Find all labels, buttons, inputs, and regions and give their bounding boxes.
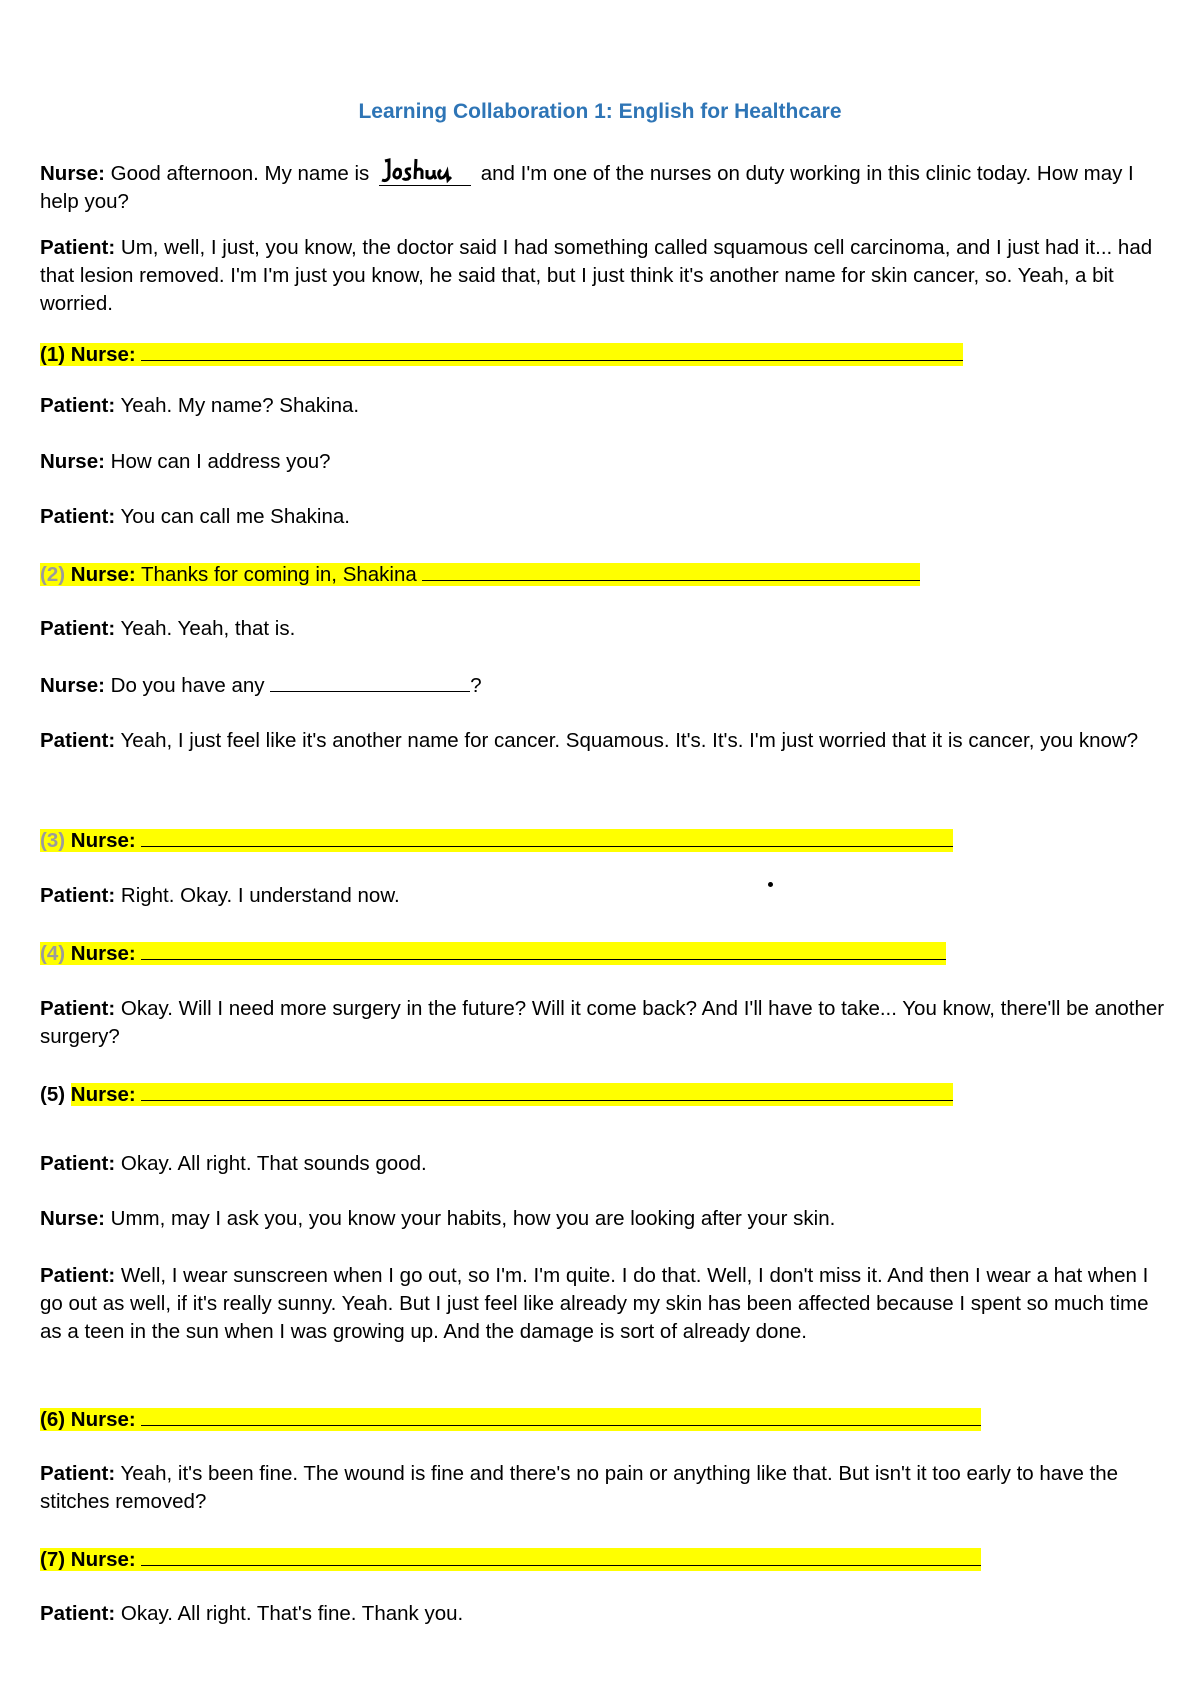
speaker-label: Nurse: <box>70 563 136 586</box>
speaker-label: Patient: <box>40 997 116 1020</box>
dialogue-patient-3 <box>40 503 1168 531</box>
dialogue-patient-9 <box>40 1262 1168 1346</box>
question-number: (7) <box>40 1548 66 1571</box>
dialogue-text: Yeah, it's been fine. The wound is fine and there's no pain or anything like that. But isn't it too early to have the stitches removed? <box>40 1462 1119 1513</box>
dialogue-text: Yeah. My name? Shakina. <box>120 394 360 417</box>
speaker-label: Patient: <box>40 1602 116 1625</box>
dialogue-patient-11 <box>40 1600 1168 1628</box>
dialogue-patient-8 <box>40 1150 1168 1178</box>
speaker-label: Patient: <box>40 394 116 417</box>
dialogue-text: How can I address you? <box>110 450 331 473</box>
stray-mark <box>768 882 773 887</box>
question-2 <box>40 560 1168 589</box>
speaker-label: Nurse: <box>40 1207 105 1230</box>
question-number: (5) <box>40 1083 66 1106</box>
answer-blank[interactable] <box>422 560 920 581</box>
dialogue-patient-1 <box>40 234 1168 318</box>
question-number: (2) <box>40 563 66 586</box>
speaker-label: Nurse: <box>70 1548 136 1571</box>
speaker-label: Patient: <box>40 1152 116 1175</box>
dialogue-text: Umm, may I ask you, you know your habits, how you are looking after your skin. <box>110 1207 836 1230</box>
document-title: Learning Collaboration 1: English for Healthcare <box>358 100 842 123</box>
question-3 <box>40 826 1168 855</box>
answer-blank[interactable] <box>141 1080 953 1101</box>
handwritten-signature <box>379 155 471 186</box>
dialogue-text: Yeah. Yeah, that is. <box>120 617 296 640</box>
speaker-label: Nurse: <box>70 942 136 965</box>
dialogue-text: Okay. All right. That sounds good. <box>120 1152 427 1175</box>
dialogue-text: Right. Okay. I understand now. <box>120 884 400 907</box>
speaker-label: Nurse: <box>70 829 136 852</box>
dialogue-text: Good afternoon. My name is <box>110 162 370 185</box>
speaker-label: Patient: <box>40 617 116 640</box>
question-number: (1) <box>40 343 66 366</box>
dialogue-text: Okay. All right. That's fine. Thank you. <box>120 1602 464 1625</box>
speaker-label: Patient: <box>40 505 116 528</box>
speaker-label: Nurse: <box>40 162 105 185</box>
question-4 <box>40 939 1168 968</box>
speaker-label: Patient: <box>40 1264 116 1287</box>
dialogue-text: and I'm one of the nurses on duty working in this clinic today. How may I help you? <box>40 162 1134 213</box>
dialogue-patient-2 <box>40 392 1168 420</box>
dialogue-text: You can call me Shakina. <box>120 505 350 528</box>
dialogue-nurse-intro <box>40 155 1168 216</box>
dialogue-patient-7 <box>40 995 1168 1051</box>
question-7 <box>40 1545 1168 1574</box>
speaker-label: Nurse: <box>40 450 105 473</box>
dialogue-patient-5 <box>40 727 1168 755</box>
dialogue-text: Okay. Will I need more surgery in the future? Will it come back? And I'll have to take... You know, there'll be another surgery? <box>40 997 1165 1048</box>
dialogue-text: Do you have any <box>110 674 265 697</box>
dialogue-patient-6 <box>40 882 1168 910</box>
question-5 <box>40 1080 1168 1109</box>
question-number: (6) <box>40 1408 66 1431</box>
dialogue-nurse-4 <box>40 1205 1168 1233</box>
question-1 <box>40 340 1168 369</box>
answer-blank[interactable] <box>141 939 946 960</box>
speaker-label: Patient: <box>40 884 116 907</box>
speaker-label: Nurse: <box>70 1408 136 1431</box>
dialogue-text: Um, well, I just, you know, the doctor said I had something called squamous cell carcinoma, and I just had it... had that lesion removed. I'm I'm just you know, he said that, but I just think it's another name for skin cancer, so. Yeah, a bit worried. <box>40 236 1153 315</box>
dialogue-nurse-2 <box>40 448 1168 476</box>
dialogue-text: Well, I wear sunscreen when I go out, so I'm. I'm quite. I do that. Well, I don't miss it. And then I wear a hat when I go out as well, if it's really sunny. Yeah. But I just feel like already my skin has been affected because I spent so much time as a teen in the sun when I was growing up. And the damage is sort of already done. <box>40 1264 1149 1343</box>
answer-blank[interactable] <box>141 826 953 847</box>
dialogue-text: Yeah, I just feel like it's another name for cancer. Squamous. It's. It's. I'm just worried that it is cancer, you know? <box>120 729 1139 752</box>
dialogue-nurse-3 <box>40 671 1168 700</box>
dialogue-text: ? <box>470 674 482 697</box>
speaker-label: Patient: <box>40 729 116 752</box>
dialogue-patient-4 <box>40 615 1168 643</box>
answer-blank[interactable] <box>141 1545 981 1566</box>
speaker-label: Nurse: <box>70 343 136 366</box>
dialogue-text: Thanks for coming in, Shakina <box>141 563 417 586</box>
question-number: (3) <box>40 829 66 852</box>
speaker-label: Patient: <box>40 1462 116 1485</box>
answer-blank[interactable] <box>141 340 963 361</box>
question-6 <box>40 1405 1168 1434</box>
speaker-label: Nurse: <box>70 1083 136 1106</box>
speaker-label: Nurse: <box>40 674 105 697</box>
answer-blank[interactable] <box>141 1405 981 1426</box>
dialogue-patient-10 <box>40 1460 1168 1516</box>
speaker-label: Patient: <box>40 236 116 259</box>
question-number: (4) <box>40 942 66 965</box>
answer-blank[interactable] <box>270 671 470 692</box>
